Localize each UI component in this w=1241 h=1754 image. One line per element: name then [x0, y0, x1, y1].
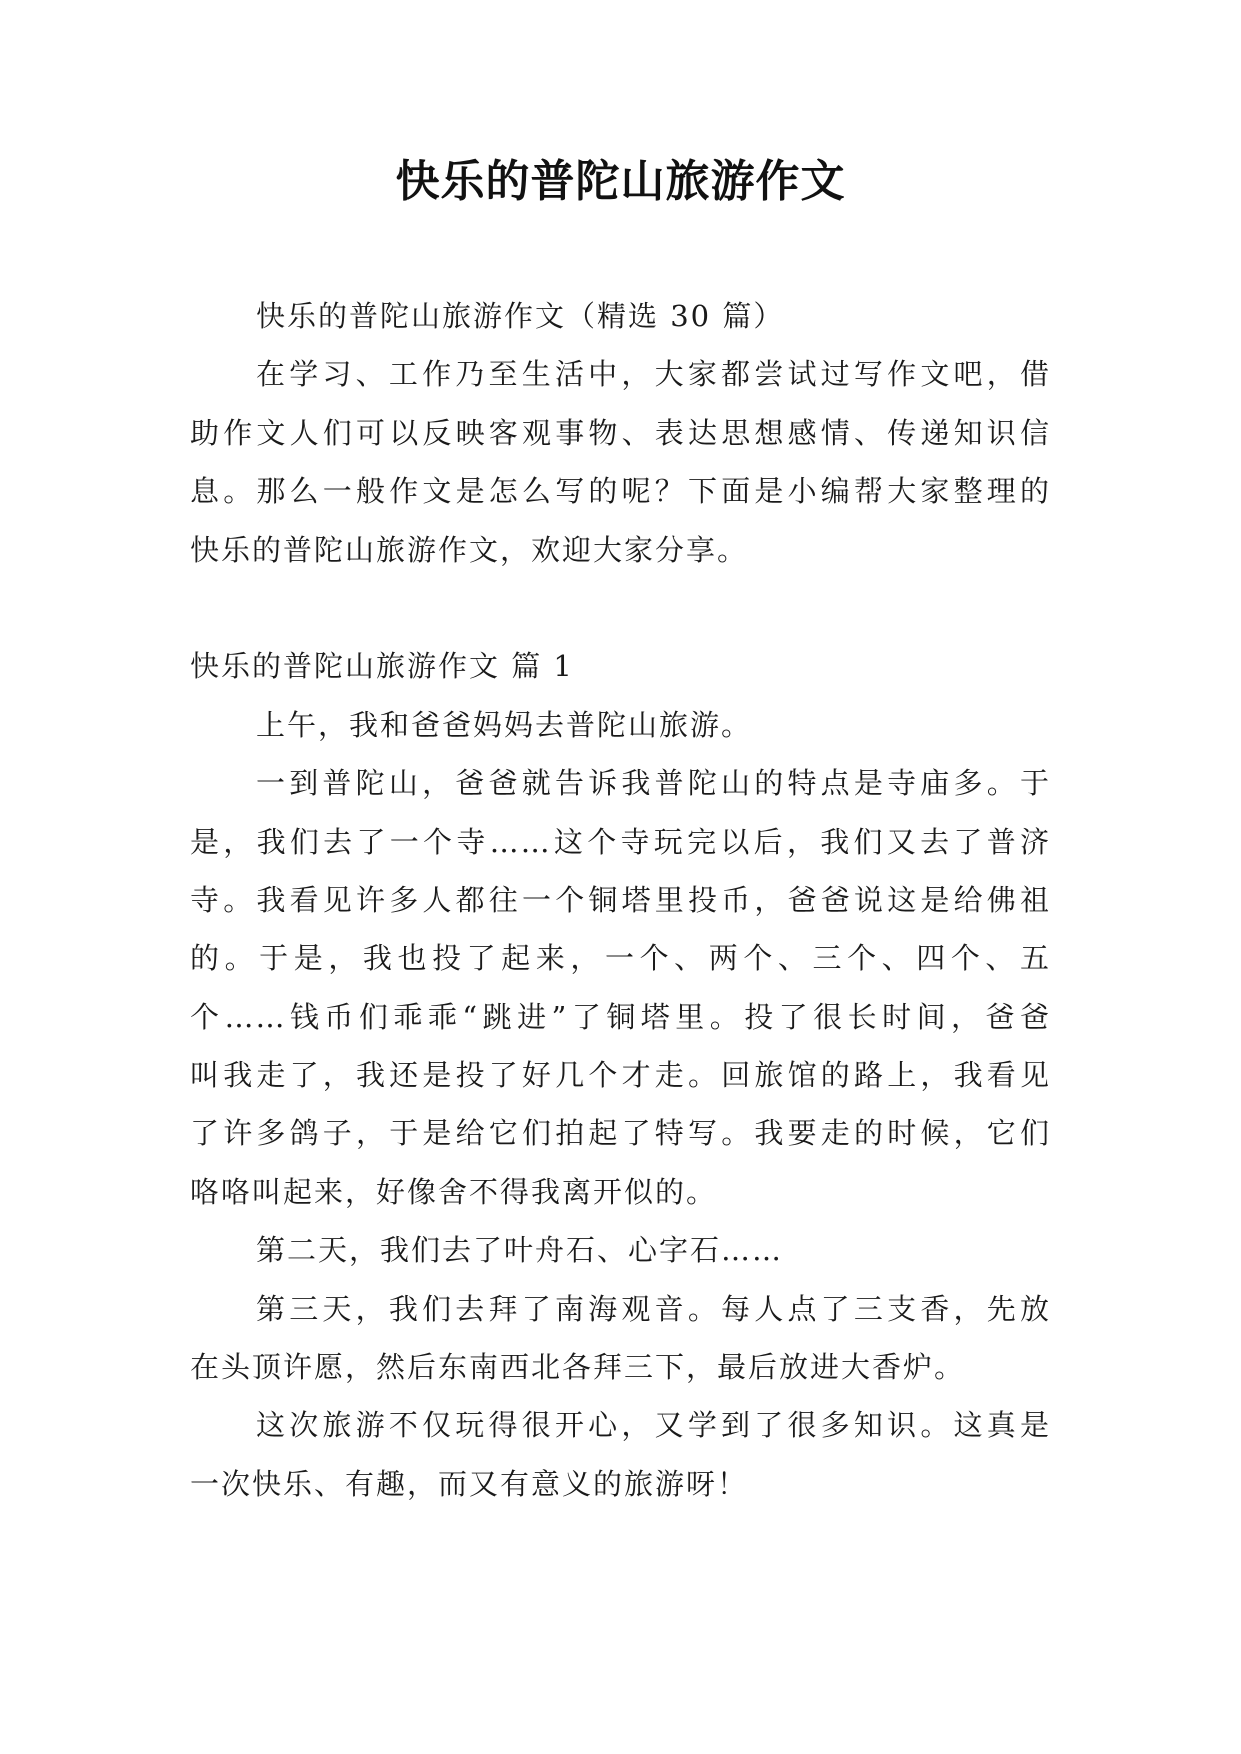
- paragraph: [190, 1280, 1051, 1397]
- text-line: 个……钱币们乖乖“跳进”了铜塔里。投了很长时间，爸爸: [190, 999, 1051, 1034]
- text-line: 上午，我和爸爸妈妈去普陀山旅游。: [256, 707, 753, 742]
- essay-section-1: [190, 637, 1051, 1513]
- document-subtitle: 快乐的普陀山旅游作文（精选 30 篇）: [256, 299, 785, 333]
- paragraph: [190, 1396, 1051, 1513]
- text-line: 一到普陀山，爸爸就告诉我普陀山的特点是寺庙多。于: [256, 766, 1051, 801]
- text-line: 叫我走了，我还是投了好几个才走。回旅馆的路上，我看见: [190, 1058, 1051, 1093]
- blank-line: [190, 579, 1051, 637]
- section-heading: 快乐的普陀山旅游作文 篇 1: [190, 649, 574, 684]
- text-line: 第二天，我们去了叶舟石、心字石……: [256, 1233, 784, 1268]
- text-line: 了许多鸽子，于是给它们拍起了特写。我要走的时候，它们: [190, 1116, 1051, 1151]
- intro-paragraph: [190, 345, 1051, 579]
- paragraph: [190, 754, 1051, 1221]
- text-line: 在头顶许愿，然后东南西北各拜三下，最后放进大香炉。: [190, 1350, 966, 1385]
- text-line: 是，我们去了一个寺……这个寺玩完以后，我们又去了普济: [190, 824, 1051, 859]
- paragraph: [190, 1221, 1051, 1279]
- text-line: 咯咯叫起来，好像舍不得我离开似的。: [190, 1174, 718, 1209]
- text-line: 第三天，我们去拜了南海观音。每人点了三支香，先放: [256, 1291, 1051, 1326]
- text-line: 寺。我看见许多人都往一个铜塔里投币，爸爸说这是给佛祖: [190, 882, 1051, 917]
- text-line: 的。于是，我也投了起来，一个、两个、三个、四个、五: [190, 941, 1051, 976]
- text-line: 息。那么一般作文是怎么写的呢？下面是小编帮大家整理的: [190, 474, 1051, 509]
- document-title: 快乐的普陀山旅游作文: [395, 156, 846, 207]
- paragraph: [190, 696, 1051, 754]
- text-line: 助作文人们可以反映客观事物、表达思想感情、传递知识信: [190, 415, 1051, 450]
- document-body: [190, 287, 1051, 1513]
- text-line: 快乐的普陀山旅游作文，欢迎大家分享。: [190, 532, 749, 567]
- text-line: 在学习、工作乃至生活中，大家都尝试过写作文吧，借: [256, 357, 1051, 392]
- text-line: 这次旅游不仅玩得很开心，又学到了很多知识。这真是: [256, 1408, 1051, 1443]
- text-line: 一次快乐、有趣，而又有意义的旅游呀！: [190, 1466, 749, 1501]
